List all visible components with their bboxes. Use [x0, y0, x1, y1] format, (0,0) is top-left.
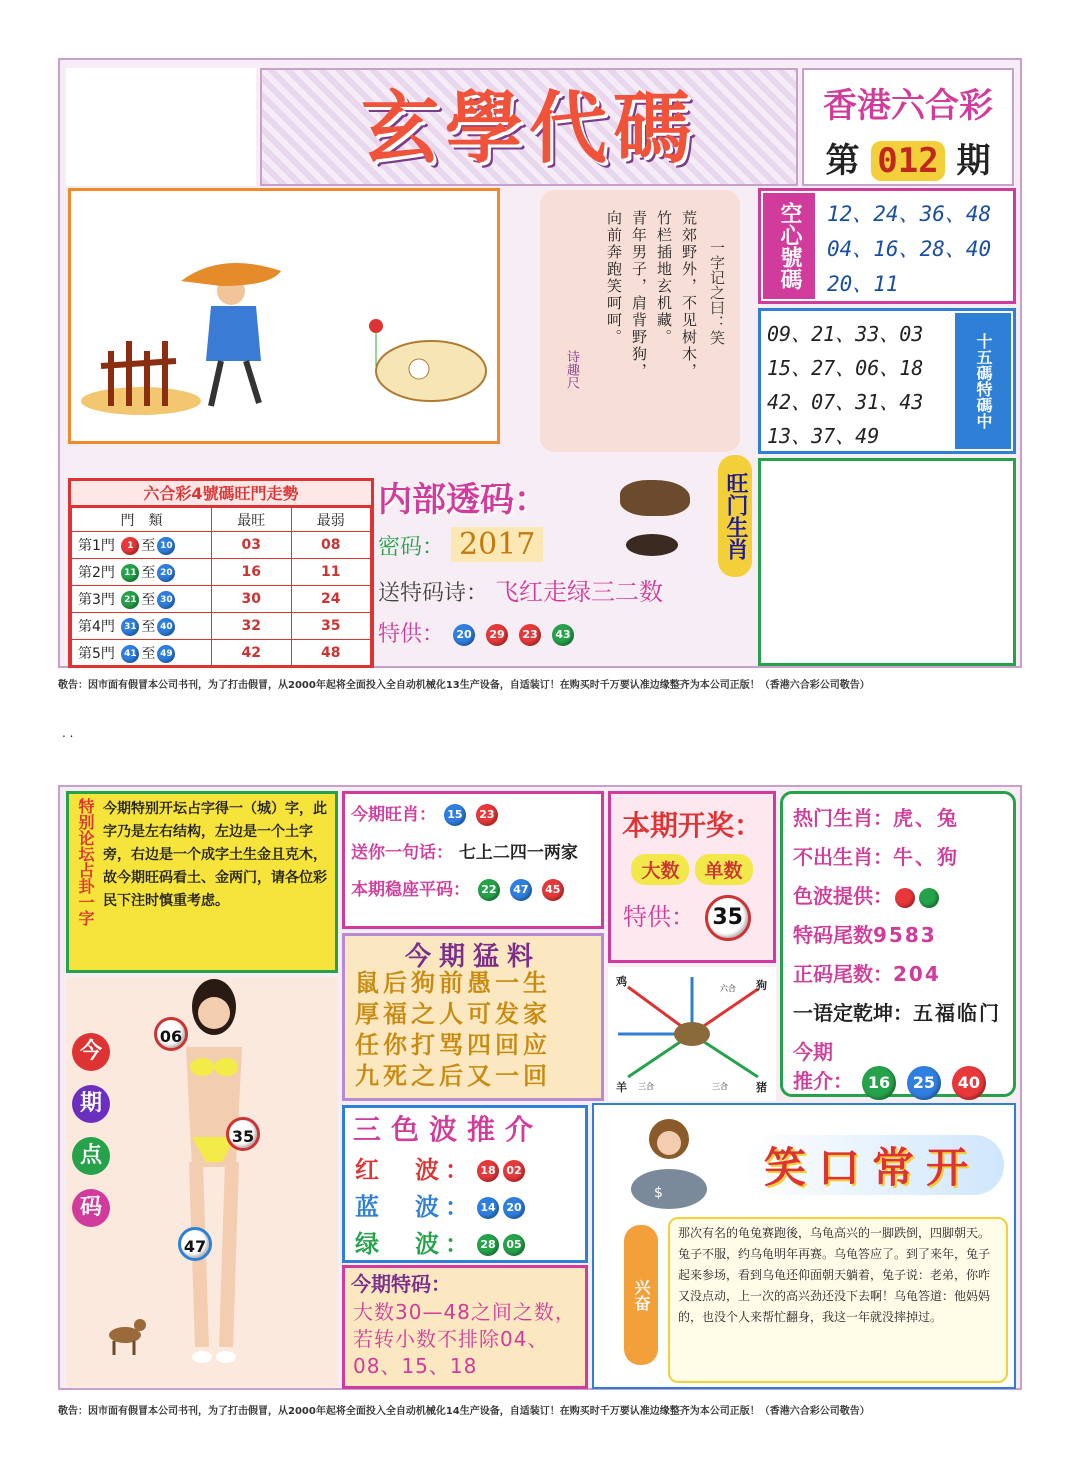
info-key: 特码尾数	[793, 923, 873, 947]
info-row	[793, 958, 1003, 987]
fierce-panel	[342, 933, 604, 1101]
numbers-row: 13、37、49	[767, 424, 880, 448]
wave-row	[355, 1224, 585, 1259]
wave-name: 蓝 波：	[355, 1193, 475, 1221]
compass-label: 羊	[616, 1081, 627, 1094]
flat-ball: 45	[542, 879, 564, 901]
hot-ball: 15	[444, 804, 466, 826]
door-from-ball: 21	[121, 591, 139, 609]
door-hot: 32	[212, 613, 292, 640]
info-row	[793, 841, 1003, 870]
special-ball: 20	[453, 624, 475, 646]
draw-special-label: 特供：	[623, 903, 695, 931]
wave-ball: 14	[477, 1197, 499, 1219]
notice-1: 敬告：因市面有假冒本公司书刊，为了打击假冒，从2000年起将全面投入全自动机械化13生产设备，自适装订！在购买时千万要认准边缘整齐为本公司正版！（香港六合彩公司敬告）	[58, 680, 870, 691]
wave-color-green-dot	[919, 888, 939, 908]
wave-name: 红 波：	[355, 1156, 475, 1184]
info-key: 热门生肖：	[793, 806, 893, 830]
hollow-numbers-box	[758, 188, 1016, 304]
door-cell: 第5門 41 至 49	[72, 640, 212, 667]
door-row	[72, 640, 371, 667]
door-table-title: 六合彩4號碼旺門走勢	[71, 481, 371, 507]
side-char: 今	[72, 1033, 110, 1071]
compass-illustration	[608, 967, 776, 1101]
side-char: 点	[72, 1137, 110, 1175]
poem-author: 诗趣尺	[564, 350, 579, 389]
special-number-title: 今期特码：	[351, 1272, 451, 1296]
fifteen-numbers-box	[758, 308, 1016, 454]
recommend-label-1: 今期	[793, 1040, 833, 1064]
poem-line: 竹栏插地玄机藏。	[655, 210, 673, 346]
wave-color-red-dot	[895, 888, 915, 908]
door-cell: 第4門 31 至 40	[72, 613, 212, 640]
rat-illustration	[626, 534, 678, 556]
poem-line: 向前奔跑笑呵呵。	[605, 210, 623, 346]
special-number-text: 大数30—48之间之数，若转小数不排除04、08、15、18	[353, 1300, 576, 1378]
poem-lines	[604, 210, 700, 440]
inner-code-panel	[378, 472, 748, 668]
recommend-ball: 16	[862, 1066, 896, 1100]
flat-ball: 22	[478, 879, 500, 901]
hot-zodiac-label: 旺门生肖	[718, 455, 752, 577]
door-hot: 16	[212, 559, 292, 586]
info-key: 一语定乾坤：	[793, 1001, 913, 1025]
wave-row	[355, 1187, 585, 1222]
side-char: 期	[72, 1085, 110, 1123]
special-ball: 29	[486, 624, 508, 646]
info-value: 牛、狗	[893, 845, 959, 869]
laugh-title: 笑口常开	[744, 1135, 1004, 1195]
fierce-line: 鼠后狗前愚一生	[355, 969, 551, 997]
col-header: 最旺	[212, 508, 292, 532]
recommend-ball: 25	[907, 1066, 941, 1100]
compass-center-label: 三合	[638, 1082, 654, 1091]
recommend-label-2: 推介：	[793, 1069, 853, 1093]
door-from-ball: 1	[121, 537, 139, 555]
forum-box	[66, 791, 338, 973]
side-vertical-labels	[72, 1033, 112, 1227]
draw-tag: 单数	[695, 854, 753, 885]
blank-box	[66, 68, 256, 186]
issue-suffix: 期	[956, 141, 991, 181]
poem-line: 荒郊野外，不见树木，	[680, 210, 698, 380]
col-header: 最弱	[291, 508, 371, 532]
door-hot: 42	[212, 640, 292, 667]
info-row	[793, 997, 1003, 1026]
door-trend-table	[68, 478, 374, 668]
door-label: 第3門	[78, 592, 115, 608]
info-value: 五福临门	[913, 1001, 1001, 1025]
door-cell: 第2門 11 至 20	[72, 559, 212, 586]
special-ball: 43	[552, 624, 574, 646]
inner-code-title: 内部透码：	[378, 480, 548, 520]
info-key: 色波提供：	[793, 884, 893, 908]
recommend-line	[793, 1065, 1003, 1100]
three-wave-panel	[342, 1105, 588, 1263]
door-weak: 24	[291, 586, 371, 613]
compass-label: 猪	[756, 1081, 767, 1094]
info-row	[793, 802, 1003, 831]
saying-label: 送你一句话：	[351, 843, 453, 863]
compass-label: 鸡	[616, 975, 627, 988]
hollow-numbers-label: 空心號碼	[763, 193, 815, 299]
wave-ball: 20	[503, 1197, 525, 1219]
fierce-line: 任你打骂四回应	[355, 1031, 551, 1059]
svg-text:$: $	[654, 1185, 663, 1201]
password-line	[378, 527, 748, 562]
door-row	[72, 559, 371, 586]
compass-panel	[608, 967, 776, 1101]
title-banner	[260, 68, 798, 186]
recommend-ball: 40	[952, 1066, 986, 1100]
door-table	[71, 507, 371, 667]
main-title: 玄學代碼	[360, 83, 697, 174]
forum-text: 今期特别开坛占字得一（城）字，此字乃是左右结构，左边是一个土字旁，右边是一个成字土生金且克木，故今期旺码看土、金两门，请各位彩民下注时慎重考虑。	[103, 801, 327, 909]
door-from-ball: 31	[121, 618, 139, 636]
story-label: 兴奋	[624, 1225, 658, 1365]
issue-number: 012	[871, 141, 944, 181]
draw-special-line	[611, 895, 773, 941]
side-char: 码	[72, 1189, 110, 1227]
model-ball: 06	[154, 1017, 188, 1051]
info-row	[793, 919, 1003, 948]
poem-line: 青年男子，肩背野狗，	[630, 210, 648, 380]
flat-label: 本期稳座平码：	[351, 880, 470, 900]
wave-name: 绿 波：	[355, 1230, 475, 1258]
hollow-numbers-list	[827, 197, 991, 302]
draw-special-ball: 35	[705, 895, 751, 941]
info-panel	[780, 791, 1016, 1097]
special-number-panel	[342, 1265, 588, 1389]
numbers-row: 09、21、33、03	[767, 322, 924, 346]
recommend-block	[793, 1036, 1003, 1100]
numbers-row: 12、24、36、48	[827, 202, 992, 226]
brand-name: 香港六合彩	[823, 86, 993, 126]
hot-line	[351, 800, 595, 826]
info-value: 204	[893, 962, 941, 986]
deer-icon	[100, 1307, 150, 1357]
password-value: 2017	[451, 527, 543, 562]
special-label: 特供：	[378, 622, 445, 647]
saying-line	[351, 838, 595, 863]
draw-tag: 大数	[631, 854, 689, 885]
compass-center-label: 六合	[720, 984, 736, 993]
separator-dots: . .	[62, 726, 74, 740]
flat-ball: 47	[510, 879, 532, 901]
draw-title: 本期开奖：	[621, 809, 762, 842]
info-value: 虎、兔	[893, 806, 959, 830]
forum-side-label: 特别论坛占卦一字	[76, 798, 95, 926]
wave-ball: 18	[477, 1160, 499, 1182]
door-label: 第1門	[78, 538, 115, 554]
info-key: 不出生肖：	[793, 845, 893, 869]
empty-green-box	[758, 458, 1016, 666]
sheet-top	[58, 58, 1022, 668]
model-ball: 35	[226, 1117, 260, 1151]
story-text: 那次有名的龟兔赛跑後，乌龟高兴的一脚跌倒，四脚朝天。兔子不服，约乌龟明年再赛。乌龟答应了。到了来年，兔子起来参场，看到乌龟还仰面朝天躺着，兔子说：老弟，你咋又没点动，上一次的高兴劲还没下去啊！乌龟答道：他妈妈的，也没个人来帮忙翻身，我这一年就没摔掉过。	[668, 1217, 1008, 1383]
door-cell: 第3門 21 至 30	[72, 586, 212, 613]
fierce-line: 厚福之人可发家	[355, 1000, 551, 1028]
wave-ball: 05	[503, 1234, 525, 1256]
password-label: 密码：	[378, 535, 445, 560]
poem-scroll	[540, 190, 740, 452]
fierce-lines	[345, 968, 601, 1092]
door-weak: 11	[291, 559, 371, 586]
info-key: 正码尾数：	[793, 962, 893, 986]
fierce-line: 九死之后又一回	[355, 1062, 551, 1090]
hot-ball: 23	[476, 804, 498, 826]
draw-tags	[611, 854, 773, 885]
numbers-row: 04、16、28、40	[827, 237, 992, 261]
poem-send-value: 飞红走绿三二数	[495, 578, 664, 606]
wave-row	[355, 1150, 585, 1185]
door-label: 第5門	[78, 646, 115, 662]
door-hot: 30	[212, 586, 292, 613]
issue-line	[804, 133, 1012, 182]
door-to-ball: 10	[157, 537, 175, 555]
saying-value: 七上二四一两家	[458, 843, 578, 863]
special-line	[378, 617, 748, 648]
door-row	[72, 613, 371, 640]
hot-label: 今期旺肖：	[351, 805, 436, 825]
door-to-ball: 40	[157, 618, 175, 636]
compass-label: 狗	[756, 979, 767, 992]
door-row	[72, 532, 371, 559]
door-label: 第4門	[78, 619, 115, 635]
fifteen-numbers-list	[767, 317, 923, 453]
info-value: 9583	[873, 923, 937, 947]
flat-line	[351, 875, 595, 901]
hot-zodiac-panel	[342, 791, 604, 929]
door-hot: 03	[212, 532, 292, 559]
info-row	[793, 880, 1003, 909]
model-panel	[66, 977, 338, 1387]
door-from-ball: 41	[121, 645, 139, 663]
door-weak: 35	[291, 613, 371, 640]
wave-ball: 02	[503, 1160, 525, 1182]
laugh-panel	[592, 1103, 1016, 1389]
monkey-money-illustration	[614, 1111, 724, 1211]
numbers-row: 42、07、31、43	[767, 390, 924, 414]
issue-prefix: 第	[825, 141, 860, 181]
man-carrying-dog-illustration	[71, 191, 497, 441]
numbers-row: 15、27、06、18	[767, 356, 924, 380]
sheet-bottom	[58, 785, 1022, 1390]
three-wave-title: 三色波推介	[353, 1113, 544, 1146]
poem-title: 一字记之曰：笑	[708, 240, 726, 345]
door-from-ball: 11	[121, 564, 139, 582]
fierce-title: 今期猛料	[404, 942, 541, 972]
pig-illustration	[620, 480, 690, 516]
door-to-ball: 20	[157, 564, 175, 582]
illustration-panel	[68, 188, 500, 444]
door-row	[72, 586, 371, 613]
door-to-ball: 30	[157, 591, 175, 609]
compass-center-label: 三合	[712, 1082, 728, 1091]
special-ball: 23	[519, 624, 541, 646]
brand-box	[802, 68, 1014, 186]
draw-panel	[608, 791, 776, 963]
numbers-row: 20、11	[827, 272, 899, 296]
poem-send-label: 送特码诗：	[378, 581, 489, 606]
fifteen-numbers-label: 十五碼特碼中	[955, 313, 1011, 449]
notice-2: 敬告：因市面有假冒本公司书刊，为了打击假冒，从2000年起将全面投入全自动机械化14生产设备，自适装订！在购买时千万要认准边缘整齐为本公司正版！（香港六合彩公司敬告）	[58, 1406, 870, 1417]
col-header: 門 類	[72, 508, 212, 532]
poem-send-line	[378, 572, 748, 607]
door-label: 第2門	[78, 565, 115, 581]
wave-ball: 28	[477, 1234, 499, 1256]
door-to-ball: 49	[157, 645, 175, 663]
door-weak: 48	[291, 640, 371, 667]
door-weak: 08	[291, 532, 371, 559]
door-cell: 第1門 1 至 10	[72, 532, 212, 559]
model-ball: 47	[178, 1227, 212, 1261]
